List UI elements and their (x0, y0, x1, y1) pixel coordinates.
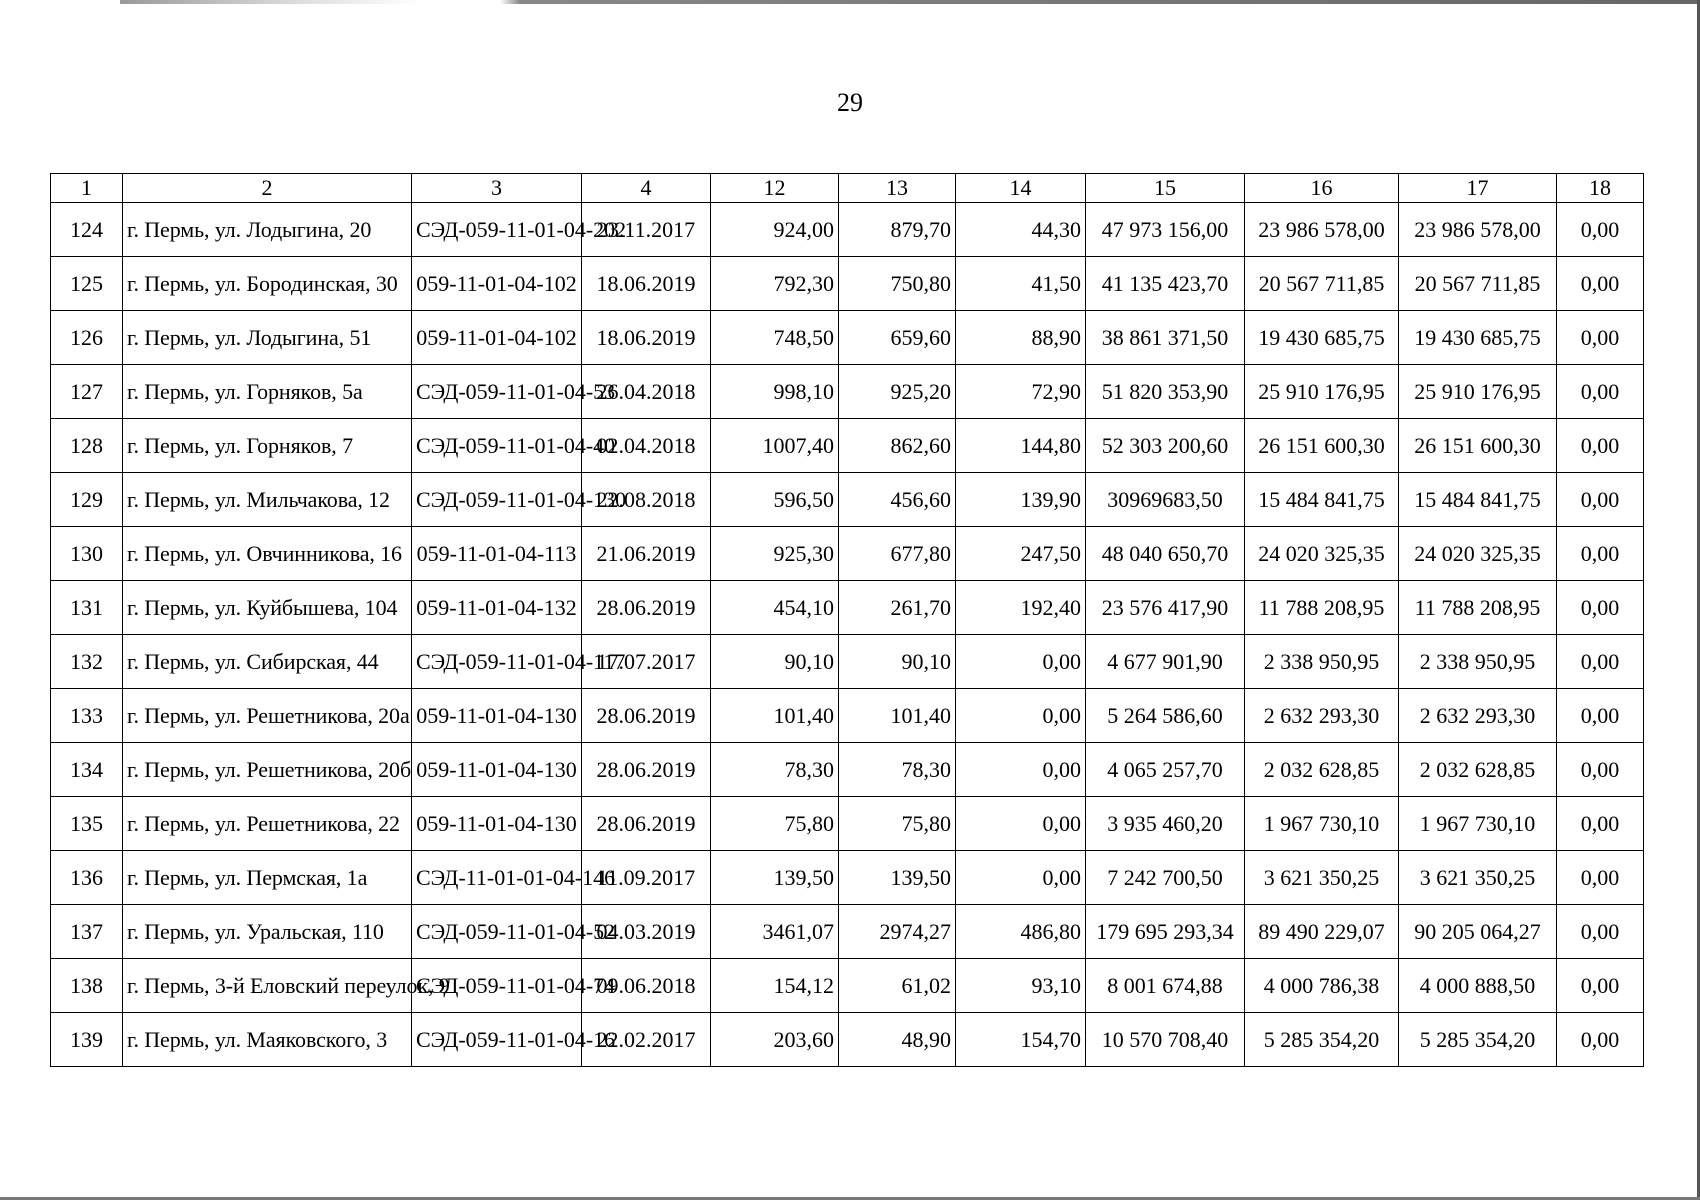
row-number: 134 (51, 743, 123, 797)
date-cell: 17.07.2017 (582, 635, 711, 689)
date-cell: 26.04.2018 (582, 365, 711, 419)
col-13-cell: 90,10 (839, 635, 956, 689)
table-row (51, 905, 1644, 959)
address-cell: г. Пермь, ул. Горняков, 7 (123, 419, 412, 473)
document-number-cell: СЭД-059-11-01-04-117 (412, 635, 582, 689)
col-17-cell: 24 020 325,35 (1399, 527, 1557, 581)
col-15-cell: 51 820 353,90 (1086, 365, 1245, 419)
col-13-cell: 925,20 (839, 365, 956, 419)
col-12-cell: 596,50 (711, 473, 839, 527)
date-cell: 02.04.2018 (582, 419, 711, 473)
col-13-cell: 139,50 (839, 851, 956, 905)
scan-top-edge (0, 0, 1700, 4)
col-13-cell: 879,70 (839, 203, 956, 257)
col-18-cell: 0,00 (1557, 851, 1644, 905)
col-15-cell: 4 065 257,70 (1086, 743, 1245, 797)
document-number-cell: 059-11-01-04-130 (412, 797, 582, 851)
column-header: 2 (123, 174, 412, 203)
col-15-cell: 52 303 200,60 (1086, 419, 1245, 473)
document-number-cell: СЭД-059-11-01-04-40 (412, 419, 582, 473)
col-12-cell: 925,30 (711, 527, 839, 581)
col-18-cell: 0,00 (1557, 1013, 1644, 1067)
col-14-cell: 72,90 (956, 365, 1086, 419)
col-13-cell: 659,60 (839, 311, 956, 365)
col-15-cell: 30969683,50 (1086, 473, 1245, 527)
column-header: 18 (1557, 174, 1644, 203)
row-number: 139 (51, 1013, 123, 1067)
col-14-cell: 93,10 (956, 959, 1086, 1013)
row-number: 129 (51, 473, 123, 527)
col-18-cell: 0,00 (1557, 365, 1644, 419)
col-17-cell: 19 430 685,75 (1399, 311, 1557, 365)
col-12-cell: 75,80 (711, 797, 839, 851)
col-13-cell: 78,30 (839, 743, 956, 797)
col-15-cell: 5 264 586,60 (1086, 689, 1245, 743)
address-cell: г. Пермь, ул. Мильчакова, 12 (123, 473, 412, 527)
col-12-cell: 90,10 (711, 635, 839, 689)
table-row (51, 1013, 1644, 1067)
row-number: 132 (51, 635, 123, 689)
row-number: 127 (51, 365, 123, 419)
address-cell: г. Пермь, 3-й Еловский переулок, 9 (123, 959, 412, 1013)
col-13-cell: 862,60 (839, 419, 956, 473)
page-number: 29 (837, 88, 863, 117)
table-row (51, 851, 1644, 905)
col-12-cell: 748,50 (711, 311, 839, 365)
column-header: 15 (1086, 174, 1245, 203)
col-16-cell: 15 484 841,75 (1245, 473, 1399, 527)
address-cell: г. Пермь, ул. Пермская, 1а (123, 851, 412, 905)
col-12-cell: 924,00 (711, 203, 839, 257)
col-15-cell: 48 040 650,70 (1086, 527, 1245, 581)
date-cell: 22.02.2017 (582, 1013, 711, 1067)
col-18-cell: 0,00 (1557, 743, 1644, 797)
document-number-cell: 059-11-01-04-130 (412, 689, 582, 743)
col-13-cell: 48,90 (839, 1013, 956, 1067)
col-12-cell: 454,10 (711, 581, 839, 635)
col-12-cell: 154,12 (711, 959, 839, 1013)
document-number-cell: СЭД-059-11-01-04-52 (412, 905, 582, 959)
col-17-cell: 3 621 350,25 (1399, 851, 1557, 905)
row-number: 138 (51, 959, 123, 1013)
col-12-cell: 1007,40 (711, 419, 839, 473)
col-16-cell: 2 338 950,95 (1245, 635, 1399, 689)
col-12-cell: 101,40 (711, 689, 839, 743)
data-table (50, 173, 1644, 1067)
col-14-cell: 144,80 (956, 419, 1086, 473)
col-12-cell: 203,60 (711, 1013, 839, 1067)
address-cell: г. Пермь, ул. Решетникова, 20а (123, 689, 412, 743)
col-18-cell: 0,00 (1557, 257, 1644, 311)
date-cell: 21.06.2019 (582, 527, 711, 581)
column-header: 16 (1245, 174, 1399, 203)
date-cell: 28.06.2019 (582, 743, 711, 797)
address-cell: г. Пермь, ул. Бородинская, 30 (123, 257, 412, 311)
col-16-cell: 20 567 711,85 (1245, 257, 1399, 311)
document-number-cell: СЭД-059-11-01-04-130 (412, 473, 582, 527)
row-number: 128 (51, 419, 123, 473)
col-15-cell: 7 242 700,50 (1086, 851, 1245, 905)
date-cell: 09.06.2018 (582, 959, 711, 1013)
col-15-cell: 3 935 460,20 (1086, 797, 1245, 851)
date-cell: 04.03.2019 (582, 905, 711, 959)
col-16-cell: 89 490 229,07 (1245, 905, 1399, 959)
document-number-cell: СЭД-059-11-01-04-202 (412, 203, 582, 257)
row-number: 130 (51, 527, 123, 581)
table-row (51, 689, 1644, 743)
col-14-cell: 44,30 (956, 203, 1086, 257)
document-number-cell: 059-11-01-04-113 (412, 527, 582, 581)
col-16-cell: 26 151 600,30 (1245, 419, 1399, 473)
col-17-cell: 23 986 578,00 (1399, 203, 1557, 257)
column-header: 13 (839, 174, 956, 203)
table-row (51, 797, 1644, 851)
col-16-cell: 4 000 786,38 (1245, 959, 1399, 1013)
date-cell: 28.06.2019 (582, 689, 711, 743)
row-number: 135 (51, 797, 123, 851)
table-row (51, 635, 1644, 689)
address-cell: г. Пермь, ул. Решетникова, 20б (123, 743, 412, 797)
col-16-cell: 11 788 208,95 (1245, 581, 1399, 635)
col-12-cell: 792,30 (711, 257, 839, 311)
col-14-cell: 0,00 (956, 689, 1086, 743)
col-16-cell: 24 020 325,35 (1245, 527, 1399, 581)
column-header: 12 (711, 174, 839, 203)
address-cell: г. Пермь, ул. Горняков, 5а (123, 365, 412, 419)
table-row (51, 959, 1644, 1013)
date-cell: 28.06.2019 (582, 797, 711, 851)
col-14-cell: 88,90 (956, 311, 1086, 365)
document-number-cell: СЭД-11-01-01-04-146 (412, 851, 582, 905)
col-13-cell: 677,80 (839, 527, 956, 581)
col-14-cell: 139,90 (956, 473, 1086, 527)
col-17-cell: 15 484 841,75 (1399, 473, 1557, 527)
table-row (51, 311, 1644, 365)
col-17-cell: 90 205 064,27 (1399, 905, 1557, 959)
address-cell: г. Пермь, ул. Лодыгина, 20 (123, 203, 412, 257)
col-16-cell: 2 632 293,30 (1245, 689, 1399, 743)
col-15-cell: 47 973 156,00 (1086, 203, 1245, 257)
col-13-cell: 61,02 (839, 959, 956, 1013)
date-cell: 22.08.2018 (582, 473, 711, 527)
col-17-cell: 2 632 293,30 (1399, 689, 1557, 743)
col-18-cell: 0,00 (1557, 527, 1644, 581)
date-cell: 23.11.2017 (582, 203, 711, 257)
col-14-cell: 247,50 (956, 527, 1086, 581)
table-row (51, 527, 1644, 581)
document-number-cell: 059-11-01-04-132 (412, 581, 582, 635)
col-15-cell: 179 695 293,34 (1086, 905, 1245, 959)
date-cell: 18.06.2019 (582, 311, 711, 365)
col-13-cell: 750,80 (839, 257, 956, 311)
table-row (51, 581, 1644, 635)
document-number-cell: 059-11-01-04-130 (412, 743, 582, 797)
column-header: 1 (51, 174, 123, 203)
row-number: 126 (51, 311, 123, 365)
col-16-cell: 3 621 350,25 (1245, 851, 1399, 905)
document-number-cell: СЭД-059-11-01-04-53 (412, 365, 582, 419)
col-15-cell: 4 677 901,90 (1086, 635, 1245, 689)
address-cell: г. Пермь, ул. Решетникова, 22 (123, 797, 412, 851)
document-number-cell: СЭД-059-11-01-04-16 (412, 1013, 582, 1067)
table-row (51, 473, 1644, 527)
column-header: 3 (412, 174, 582, 203)
address-cell: г. Пермь, ул. Маяковского, 3 (123, 1013, 412, 1067)
col-13-cell: 261,70 (839, 581, 956, 635)
col-14-cell: 0,00 (956, 635, 1086, 689)
row-number: 133 (51, 689, 123, 743)
col-14-cell: 486,80 (956, 905, 1086, 959)
date-cell: 28.06.2019 (582, 581, 711, 635)
col-12-cell: 3461,07 (711, 905, 839, 959)
row-number: 124 (51, 203, 123, 257)
document-number-cell: 059-11-01-04-102 (412, 311, 582, 365)
col-14-cell: 0,00 (956, 743, 1086, 797)
col-14-cell: 0,00 (956, 851, 1086, 905)
table-header-row (51, 174, 1644, 203)
column-header: 17 (1399, 174, 1557, 203)
col-16-cell: 1 967 730,10 (1245, 797, 1399, 851)
table-row (51, 743, 1644, 797)
col-17-cell: 26 151 600,30 (1399, 419, 1557, 473)
col-18-cell: 0,00 (1557, 581, 1644, 635)
col-16-cell: 19 430 685,75 (1245, 311, 1399, 365)
table-row (51, 257, 1644, 311)
table-row (51, 419, 1644, 473)
col-17-cell: 2 338 950,95 (1399, 635, 1557, 689)
col-13-cell: 75,80 (839, 797, 956, 851)
col-15-cell: 38 861 371,50 (1086, 311, 1245, 365)
row-number: 125 (51, 257, 123, 311)
col-13-cell: 2974,27 (839, 905, 956, 959)
date-cell: 18.06.2019 (582, 257, 711, 311)
col-17-cell: 1 967 730,10 (1399, 797, 1557, 851)
col-17-cell: 4 000 888,50 (1399, 959, 1557, 1013)
address-cell: г. Пермь, ул. Лодыгина, 51 (123, 311, 412, 365)
table-body (51, 203, 1644, 1067)
col-15-cell: 41 135 423,70 (1086, 257, 1245, 311)
col-17-cell: 2 032 628,85 (1399, 743, 1557, 797)
col-15-cell: 10 570 708,40 (1086, 1013, 1245, 1067)
col-14-cell: 192,40 (956, 581, 1086, 635)
col-18-cell: 0,00 (1557, 419, 1644, 473)
table-row (51, 203, 1644, 257)
col-16-cell: 5 285 354,20 (1245, 1013, 1399, 1067)
col-18-cell: 0,00 (1557, 797, 1644, 851)
row-number: 136 (51, 851, 123, 905)
document-number-cell: СЭД-059-11-01-04-74 (412, 959, 582, 1013)
col-12-cell: 78,30 (711, 743, 839, 797)
col-18-cell: 0,00 (1557, 473, 1644, 527)
col-17-cell: 20 567 711,85 (1399, 257, 1557, 311)
col-16-cell: 2 032 628,85 (1245, 743, 1399, 797)
col-14-cell: 154,70 (956, 1013, 1086, 1067)
date-cell: 11.09.2017 (582, 851, 711, 905)
col-17-cell: 5 285 354,20 (1399, 1013, 1557, 1067)
column-header: 14 (956, 174, 1086, 203)
column-header: 4 (582, 174, 711, 203)
row-number: 137 (51, 905, 123, 959)
col-18-cell: 0,00 (1557, 311, 1644, 365)
address-cell: г. Пермь, ул. Сибирская, 44 (123, 635, 412, 689)
col-18-cell: 0,00 (1557, 959, 1644, 1013)
col-14-cell: 0,00 (956, 797, 1086, 851)
col-12-cell: 139,50 (711, 851, 839, 905)
col-12-cell: 998,10 (711, 365, 839, 419)
col-13-cell: 101,40 (839, 689, 956, 743)
col-16-cell: 25 910 176,95 (1245, 365, 1399, 419)
col-14-cell: 41,50 (956, 257, 1086, 311)
col-18-cell: 0,00 (1557, 689, 1644, 743)
col-15-cell: 23 576 417,90 (1086, 581, 1245, 635)
row-number: 131 (51, 581, 123, 635)
col-15-cell: 8 001 674,88 (1086, 959, 1245, 1013)
col-13-cell: 456,60 (839, 473, 956, 527)
address-cell: г. Пермь, ул. Уральская, 110 (123, 905, 412, 959)
col-18-cell: 0,00 (1557, 203, 1644, 257)
address-cell: г. Пермь, ул. Овчинникова, 16 (123, 527, 412, 581)
col-17-cell: 11 788 208,95 (1399, 581, 1557, 635)
col-16-cell: 23 986 578,00 (1245, 203, 1399, 257)
col-18-cell: 0,00 (1557, 635, 1644, 689)
address-cell: г. Пермь, ул. Куйбышева, 104 (123, 581, 412, 635)
table-row (51, 365, 1644, 419)
col-17-cell: 25 910 176,95 (1399, 365, 1557, 419)
col-18-cell: 0,00 (1557, 905, 1644, 959)
document-number-cell: 059-11-01-04-102 (412, 257, 582, 311)
